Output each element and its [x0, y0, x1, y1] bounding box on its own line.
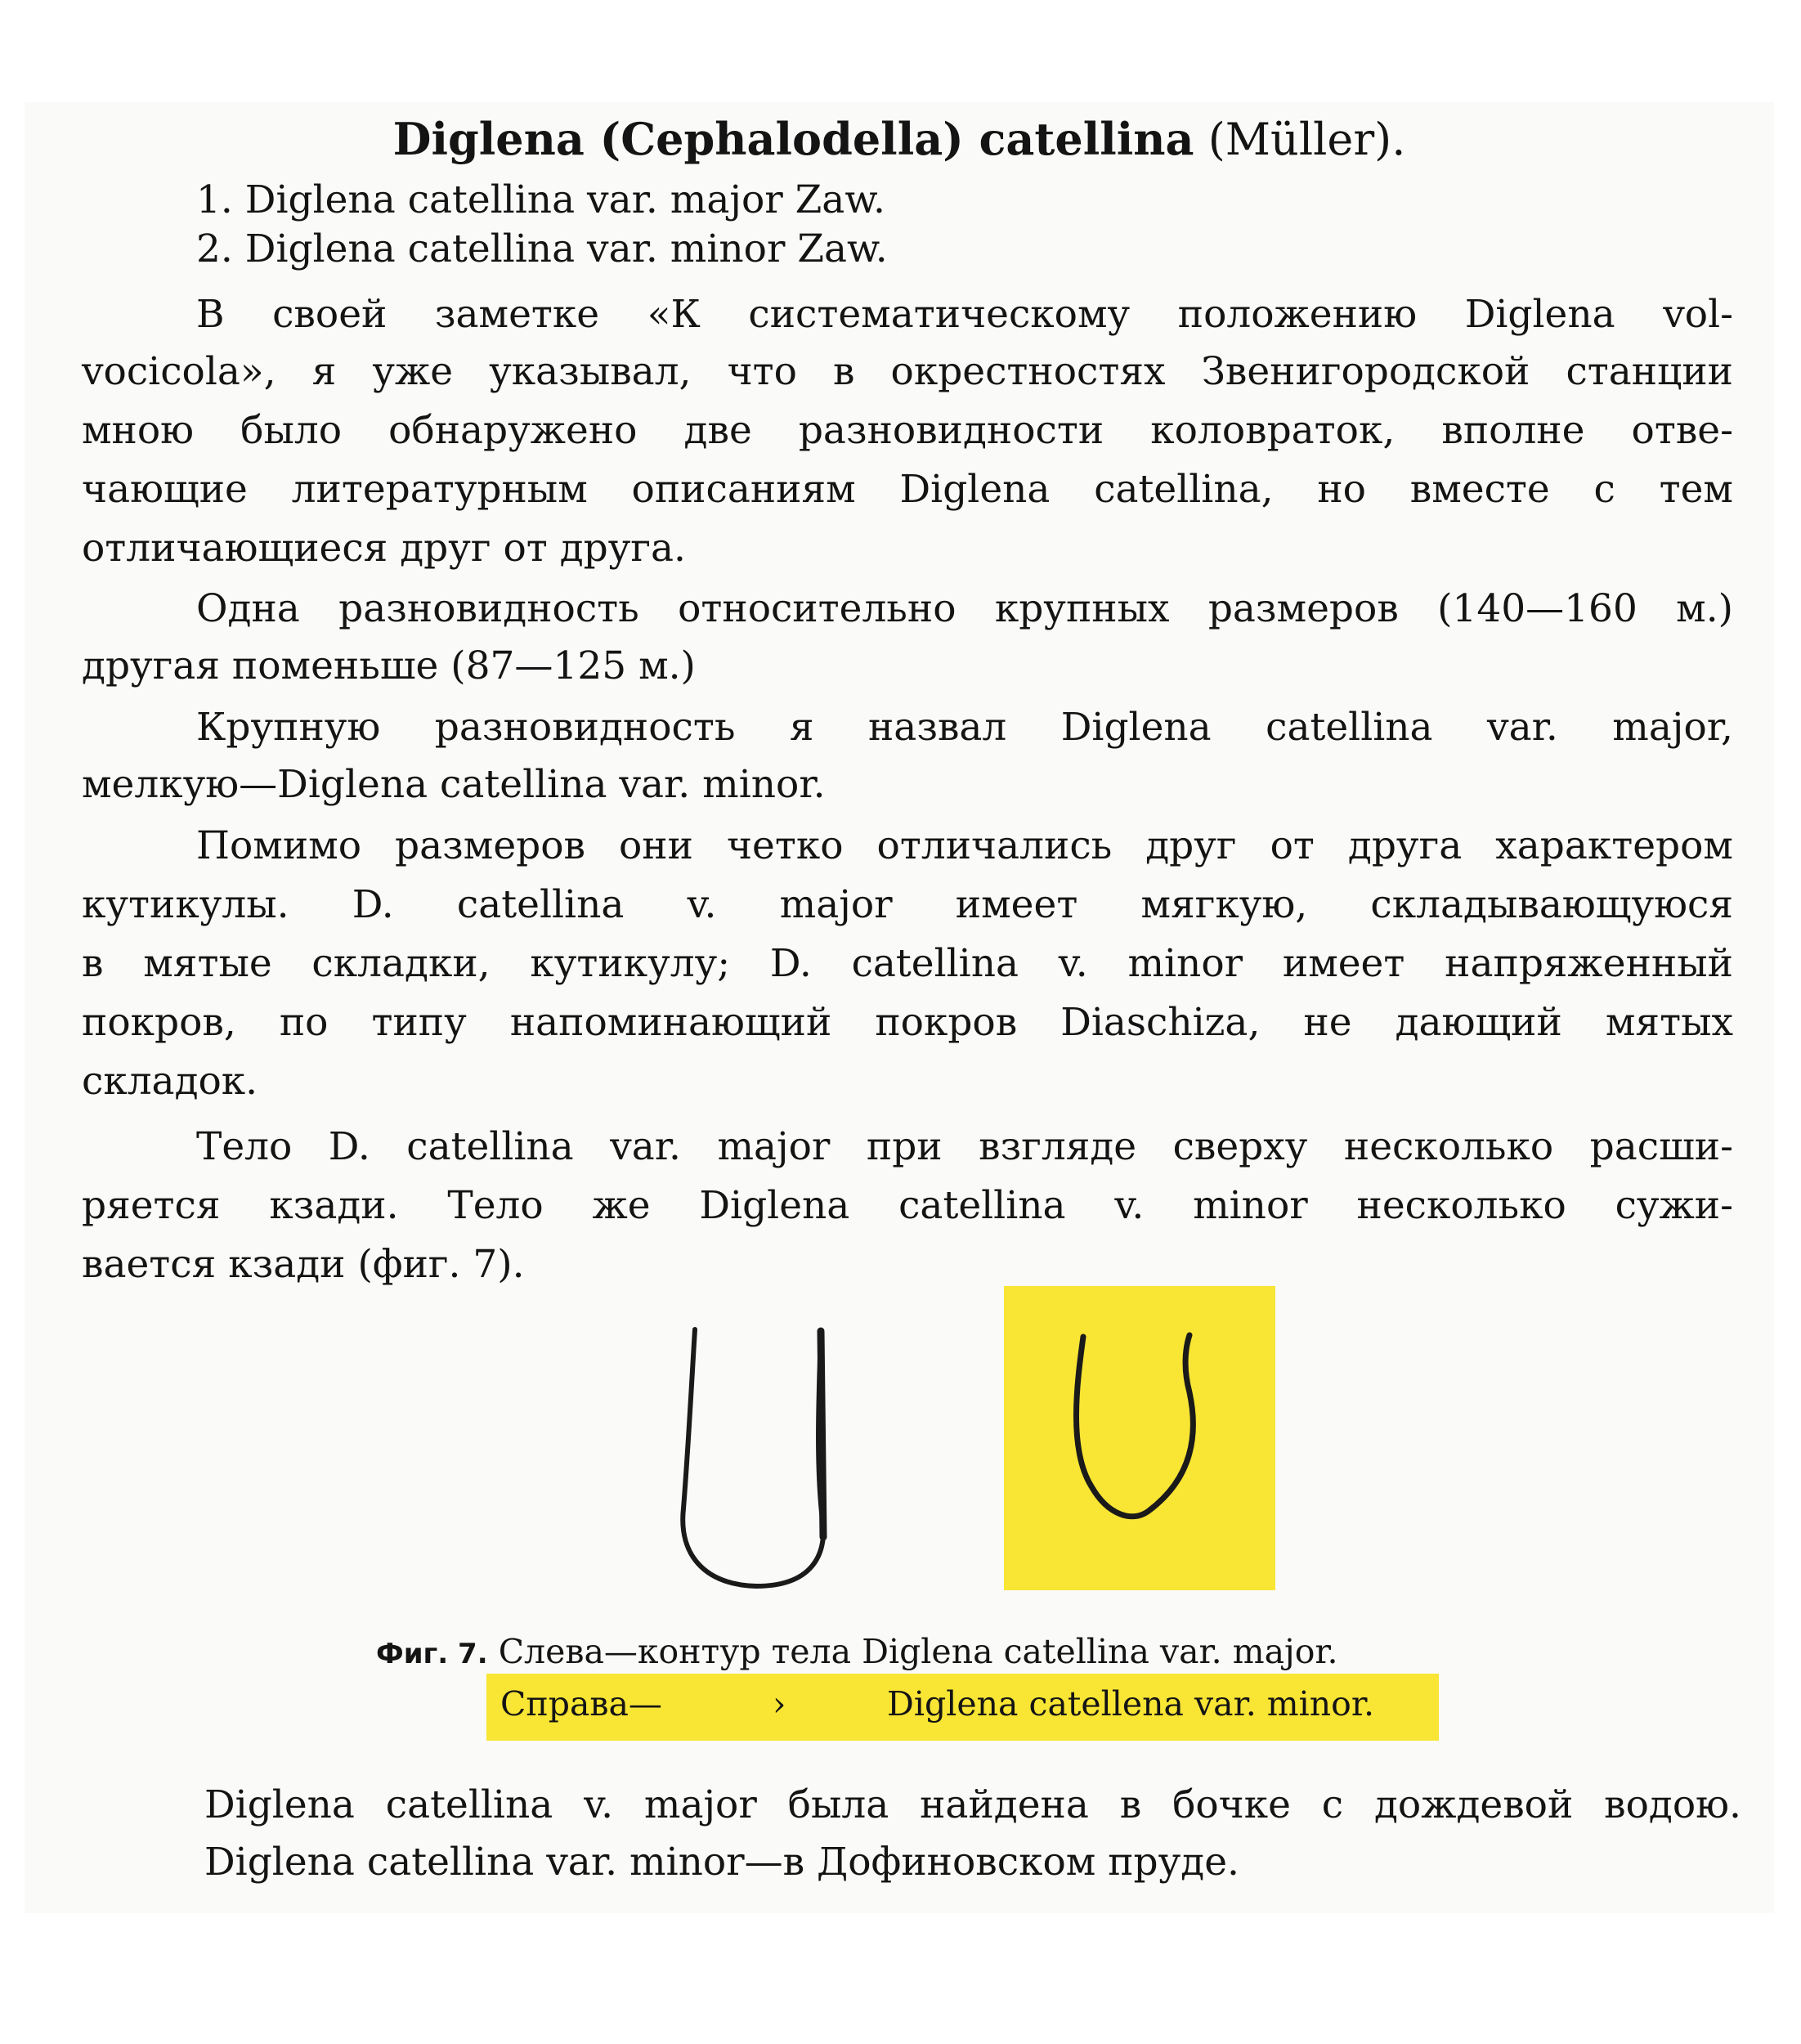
paragraph-3-line-1: Крупную разновидность я назвал Diglena catellina var. major,: [196, 705, 1733, 750]
paragraph-5-line-3: вается кзади (фиг. 7).: [82, 1242, 525, 1287]
synonym-2: 2. Diglena catellina var. minor Zaw.: [196, 226, 888, 271]
closing-line-1: Diglena catellina v. major была найдена в бочке с дождевой водою.: [204, 1782, 1741, 1827]
species-author: (Müller).: [1207, 114, 1406, 165]
paragraph-4-line-1: Помимо размеров они четко отличались друг от друга характером: [196, 823, 1733, 868]
paragraph-4-line-4: покров, по типу напоминающий покров Diaschiza, не дающий мятых: [82, 1000, 1733, 1045]
species-name: Diglena (Cephalodella) catellina: [392, 113, 1194, 165]
paragraph-3-line-2: мелкую—Diglena catellina var. minor.: [82, 762, 826, 807]
paragraph-4-line-2: кутикулы. D. catellina v. major имеет мягкую, складывающуюся: [82, 882, 1733, 927]
paragraph-2-line-2: другая поменьше (87—125 м.): [82, 643, 696, 688]
synonym-1: 1. Diglena catellina var. major Zaw.: [196, 177, 885, 222]
paragraph-1-line-4: чающие литературным описаниям Diglena catellina, но вместе с тем: [82, 467, 1733, 512]
paragraph-1-line-3: мною было обнаружено две разновидности коловраток, вполне отве-: [82, 408, 1733, 453]
paragraph-5-line-2: ряется кзади. Тело же Diglena catellina v. minor несколько сужи-: [82, 1183, 1733, 1228]
closing-line-2: Diglena catellina var. minor—в Дофиновском пруде.: [204, 1840, 1239, 1885]
figure-caption-line-1: [376, 1629, 1338, 1676]
body-outline-minor: [1059, 1327, 1222, 1540]
scanned-page: [25, 102, 1774, 1913]
paragraph-1-line-2: vocicola», я уже указывал, что в окрестностях Звенигородской станции: [82, 349, 1733, 394]
body-outline-major: [638, 1325, 850, 1594]
paragraph-1-line-1: В своей заметке «К систематическому положению Diglena vol-: [196, 292, 1733, 337]
paragraph-2-line-1: Одна разновидность относительно крупных размеров (140—160 м.): [196, 586, 1733, 631]
paragraph-4-line-5: складок.: [82, 1059, 258, 1104]
paragraph-4-line-3: в мятые складки, кутикулу; D. catellina v. minor имеет напряженный: [82, 941, 1733, 986]
figure-label: Фиг. 7.: [376, 1638, 488, 1670]
figure-caption-right-label: Справа—: [500, 1684, 662, 1724]
paragraph-1-line-5: отличающиеся друг от друга.: [82, 526, 686, 571]
figure-caption-left: Слева—контур тела Diglena catellina var. major.: [498, 1632, 1338, 1671]
figure-caption-right-species: Diglena catellena var. minor.: [887, 1684, 1374, 1724]
figure-caption-ditto-mark: ›: [773, 1684, 786, 1724]
paragraph-5-line-1: Тело D. catellina var. major при взгляде сверху несколько расши-: [196, 1124, 1733, 1169]
page-title: [25, 110, 1774, 168]
